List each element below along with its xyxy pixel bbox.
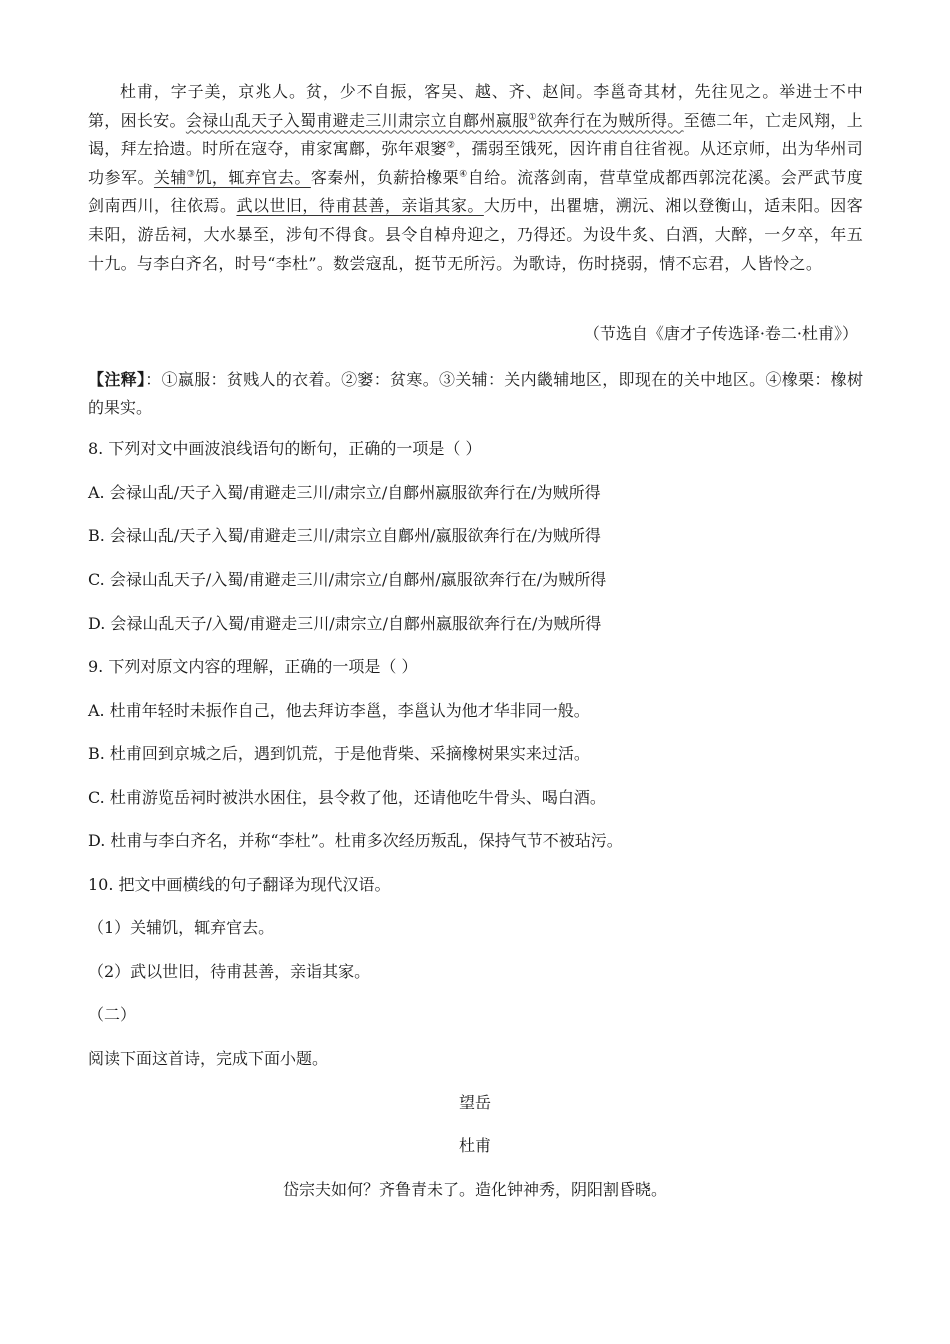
passage-text: 杜甫，字子美，京兆人。贫，少不自振，客吴、越、齐、赵间。李邕奇其材，先往见之。举进士不中第，困长安。	[88, 82, 863, 130]
question-8-option-b: B. 会禄山乱/天子入蜀/甫避走三川/肃宗立自鄜州/嬴服欲奔行在/为贼所得	[88, 526, 601, 545]
passage-text: ，孺弱至饿死，因许甫自往省视。从还京师，出为华州司功参军。	[88, 139, 863, 187]
question-9-option-a: A. 杜甫年轻时未振作自己，他去拜访李邕，李邕认为他才华非同一般。	[88, 701, 590, 720]
note-text: ：①嬴服：贫贱人的衣着。②窭：贫寒。③关辅：关内畿辅地区，即现在的关中地区。④橡栗：橡树的果实。	[88, 370, 863, 417]
poem-line: 岱宗夫如何？齐鲁青未了。造化钟神秀，阴阳割昏晓。	[282, 1180, 667, 1199]
note-label: 【注释】	[88, 370, 146, 389]
poem-author: 杜甫	[458, 1136, 491, 1155]
question-8-option-d: D. 会禄山乱天子/入蜀/甫避走三川/肃宗立/自鄜州嬴服欲奔行在/为贼所得	[88, 614, 602, 633]
footnote-mark: ④	[459, 169, 468, 180]
footnote-mark: ①	[528, 112, 537, 123]
passage-text: 自给。流落剑南，营草堂成都西郭浣花溪。会严武节度剑南西川，往依焉。	[88, 167, 864, 216]
question-9-option-c: C. 杜甫游览岳祠时被洪水困住，县令救了他，还请他吃牛骨头、喝白酒。	[88, 788, 606, 807]
reading-instruction: 阅读下面这首诗，完成下面小题。	[88, 1049, 329, 1068]
question-9-option-b: B. 杜甫回到京城之后，遇到饥荒，于是他背柴、采摘橡树果实来过活。	[88, 744, 590, 763]
question-9-stem: 9. 下列对原文内容的理解，正确的一项是（ ）	[88, 657, 418, 676]
question-8-stem: 8. 下列对文中画波浪线语句的断句，正确的一项是（ ）	[88, 439, 482, 458]
passage-text: 大历中，出瞿塘，溯沅、湘以登衡山，适耒阳。因客耒阳，游岳祠，大水暴至，涉旬不得食。县令自棹舟迎之，乃得还。为设牛炙、白酒，大醉，一夕卒，年五十九。与李白齐名，时号“李杜”。数尝寇乱，挺节无所污。为歌诗，伤时挠弱，情不忘君，人皆怜之。	[88, 196, 863, 273]
underlined-sentence-2: 武以世旧，待甫甚善，亲诣其家。	[236, 196, 484, 216]
classical-passage	[88, 78, 863, 278]
footnote-mark: ③	[186, 169, 196, 180]
annotation-note	[88, 366, 863, 422]
wavy-underlined-sentence: 会禄山乱天子入蜀甫避走三川肃宗立自鄜州嬴服①欲奔行在为贼所得。	[185, 110, 684, 130]
question-9-option-d: D. 杜甫与李白齐名，并称“李杜”。杜甫多次经历叛乱，保持气节不被玷污。	[88, 831, 623, 850]
question-10-sentence-2: （2）武以世旧，待甫甚善，亲诣其家。	[88, 962, 371, 981]
question-8-option-a: A. 会禄山乱/天子入蜀/甫避走三川/肃宗立/自鄜州嬴服欲奔行在/为贼所得	[88, 483, 601, 502]
passage-text: 至德二年，亡走风翔，上谒，拜左拾遗。时所在寇夺，甫家寓鄜，弥年艰窭	[88, 110, 863, 159]
poem-title: 望岳	[458, 1093, 491, 1112]
footnote-mark: ②	[446, 140, 456, 151]
question-10-stem: 10. 把文中画横线的句子翻译为现代汉语。	[88, 875, 391, 894]
underlined-sentence-1: 关辅③饥，辄弃官去。	[153, 167, 311, 187]
source-citation: （节选自《唐才子传选译·卷二·杜甫》）	[583, 324, 858, 343]
passage-text: 客秦州，负薪拾橡栗	[310, 167, 460, 187]
section-heading: （二）	[88, 1005, 137, 1024]
question-8-option-c: C. 会禄山乱天子/入蜀/甫避走三川/肃宗立/自鄜州/嬴服欲奔行在/为贼所得	[88, 570, 607, 589]
question-10-sentence-1: （1）关辅饥，辄弃官去。	[88, 918, 275, 937]
